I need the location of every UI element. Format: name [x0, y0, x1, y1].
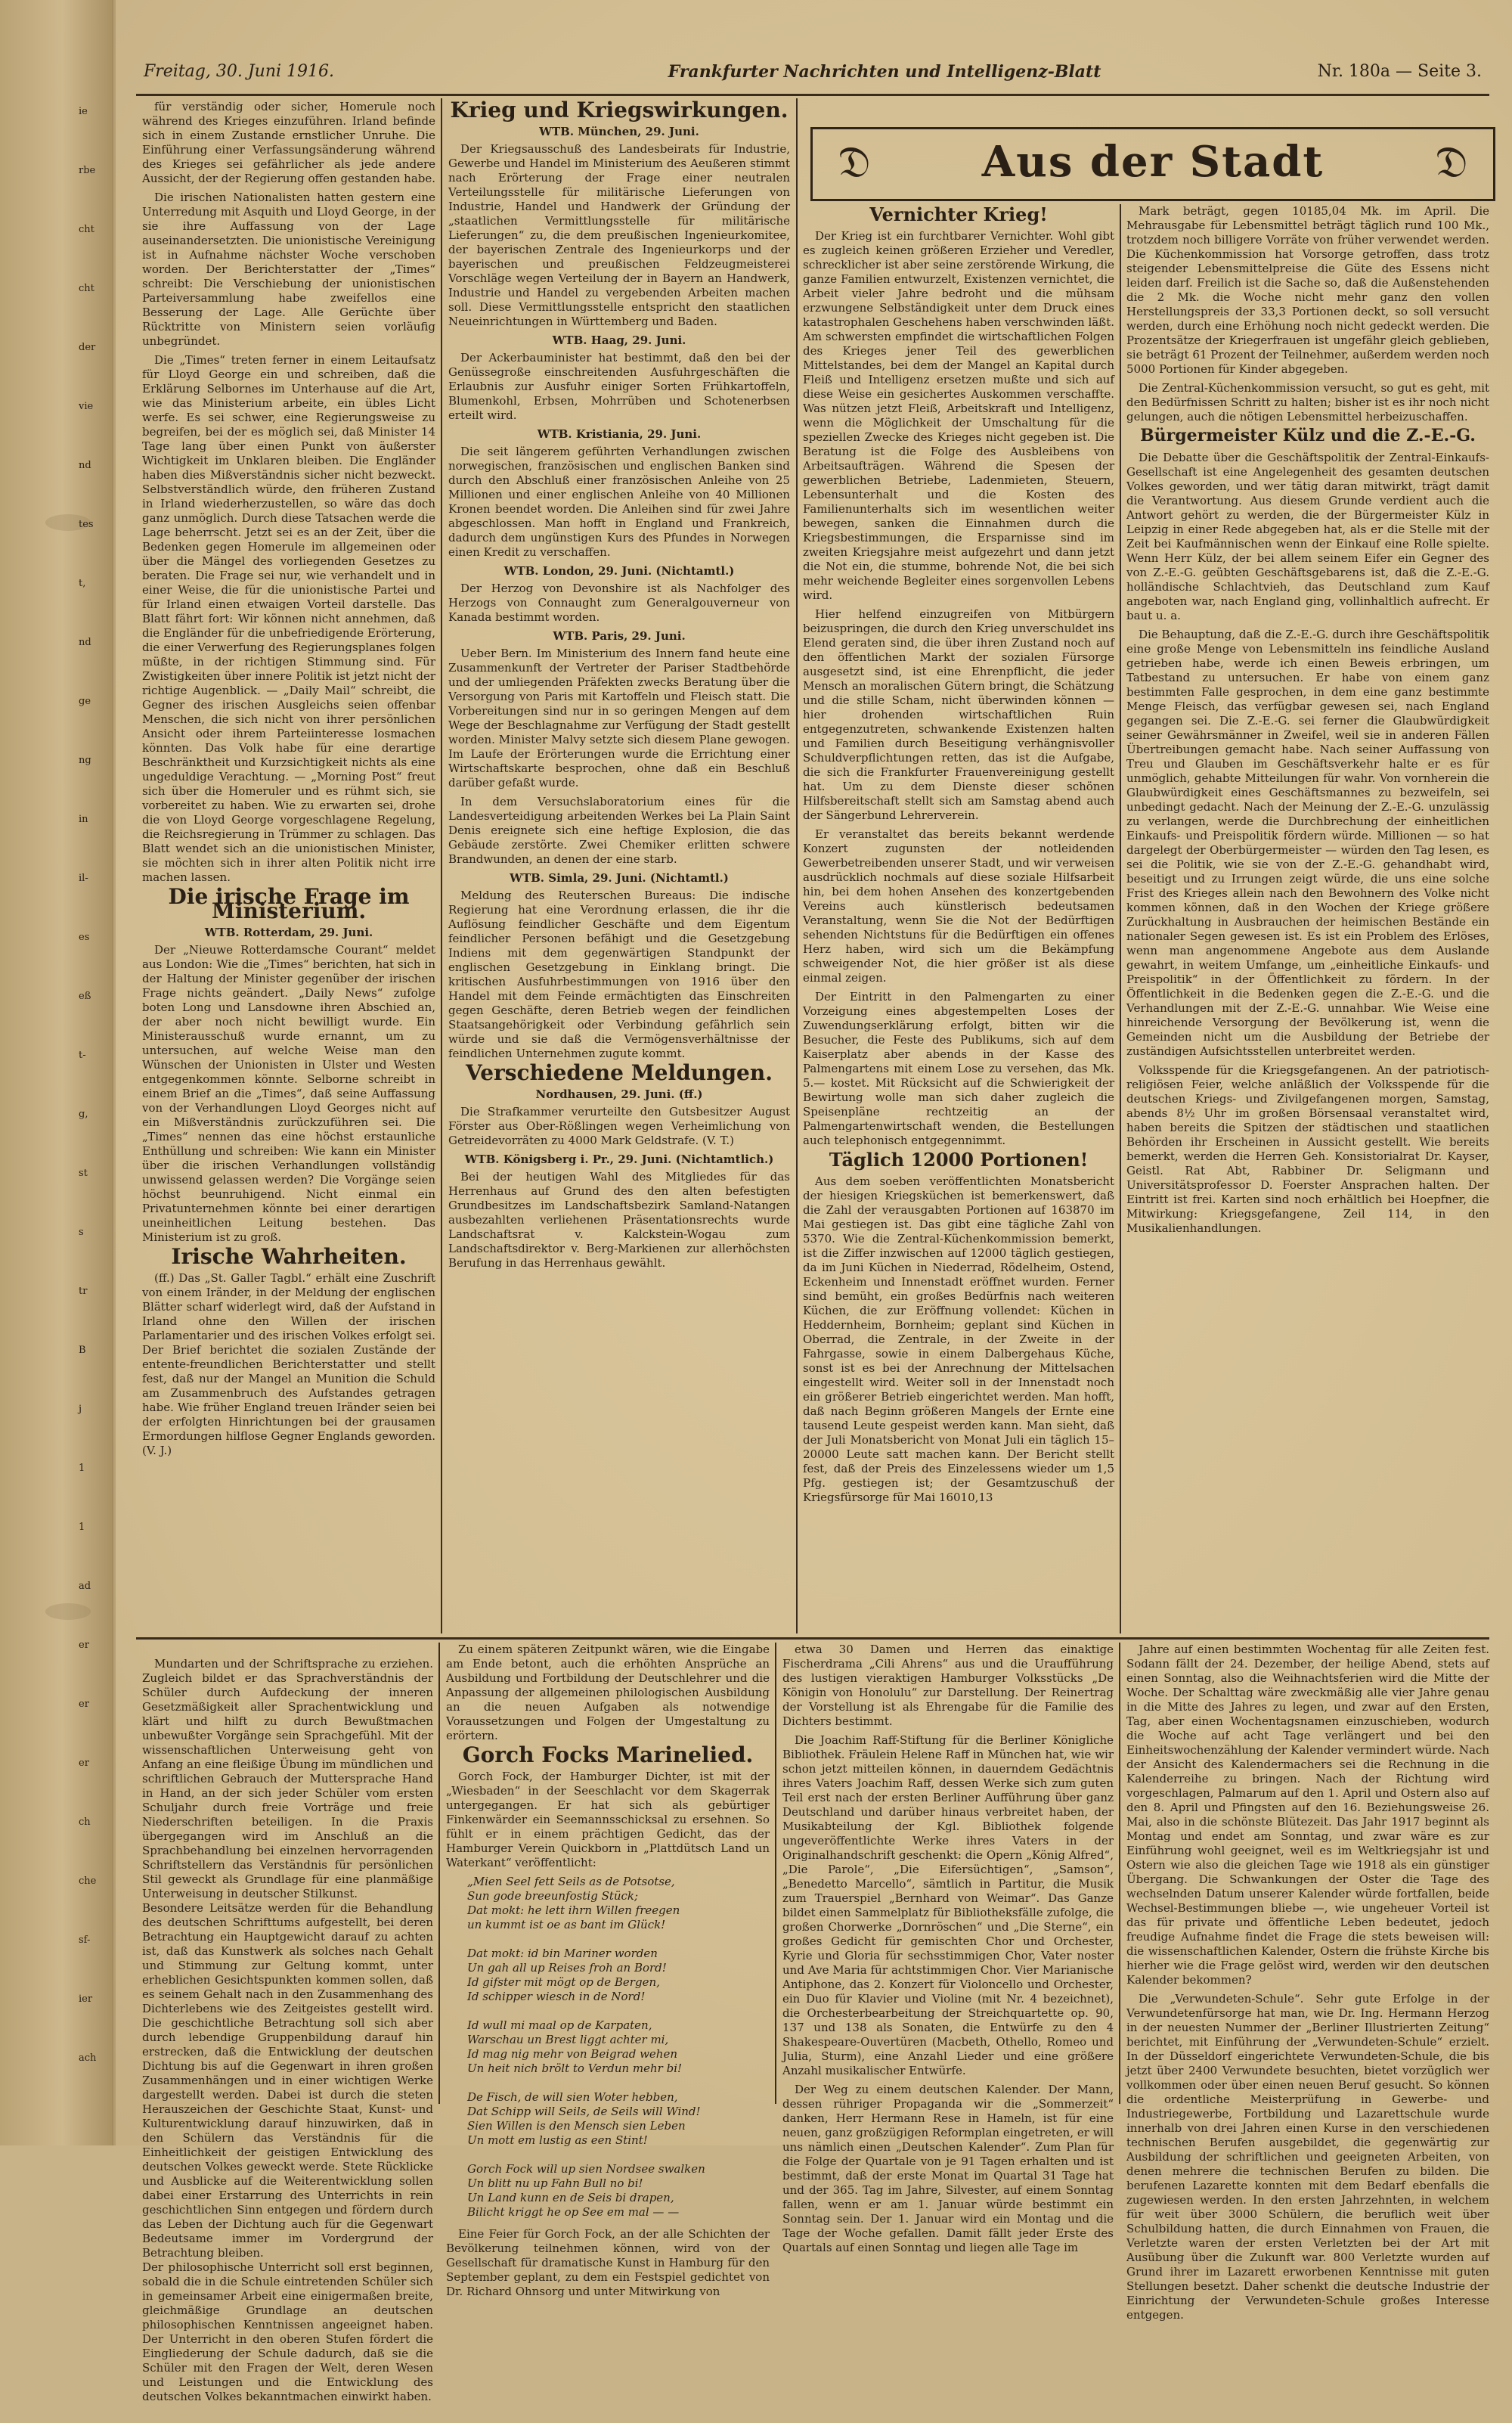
poem-line: Bilicht kriggt he op See em mal — — — [467, 2205, 680, 2219]
paragraph: Der Weg zu einem deutschen Kalender. Der Mann, dessen rühriger Propaganda wir die „Sommerzeit“ danken, Herr Hermann Rese in Hameln, ist für eine neuen, ganz großzügigen Reformplan eingetreten, er will uns nämlich einen „Deutschen Kalender“. Zum Plan für die Folge der Quartale von je 91 Tagen erhalten und ist bestimmt, daß der erste Monat im Quartal 31 Tage hat und der 365. Tag im Jahre, Silvester, auf einem Sonntag fallen, wenn er am 1. Januar würde bestimmt ein Sonntag sein. Der 1. Januar wird ein Montag und die Tage der Woche gefallen. Damit fällt jeder Erste des Quartals auf einen Sonntag und liegen alle Tage im — [782, 2083, 1114, 2254]
paragraph: Jahre auf einen bestimmten Wochentag für alle Zeiten fest. Sodann fällt der 24. Dezember, der heilige Abend, stets auf einen Sonntag, also die Weihnachtsferien wird die Mitte der Woche. Der Schalttag wäre zweckmäßig alle vier Jahre genau in die Mitte des Jahres zu legen, und zwar auf den Ersten, Tag, aber einen Wochentagsnamen einzuschieben, wodurch die Woche auf acht Tage verlängert und bei den Einheitswochenzählung der Kalender vermindert würde. Nach der Ansicht des Kalendermachers sei die Rechnung in die Kalenderreihe zu bringen. Nach der Richtung wird vorgeschlagen, Palmarum auf den 1. April und Ostern also auf den 8. April und Pfingsten auf den 16. Beziehungsweise 26. Mai, also in die schönste Blütezeit. Das Jahr 1917 beginnt als Montag und endet am Sonntag, und zwar wäre es zur Einführung wohl geeignet, weil es im Weltkriegsjahr ist und Ostern wie also die gleichen Tage wie 1918 als ein günstiger Übergang. Die Schwankungen der Oster die Tage des wechselnden Datum unserer Kalender würde fortfallen, beide Wechsel-Bestimmungen bliebe —, wie ungeheuer Vorteil ist das für private und öffentliche Leben bedeutet, jedoch freudige Aufnahme findet die Frage die stets beweisen will: die wissenschaftlichen Kalender, Ostern die frühste Kirche bis hierher wie die Frage gelöst wird, werden wir den deutschen Kalender bekommen? — [1126, 1643, 1489, 1987]
poem-line: Dat mokt: id bin Mariner worden — [467, 1947, 658, 1960]
dateline: Nordhausen, 29. Juni. (ff.) — [535, 1087, 703, 1101]
headline-irish-truths: Irische Wahrheiten. — [171, 1244, 407, 1269]
poem-line: Dat mokt: he lett ihrn Willen freegen — [467, 1903, 680, 1917]
paragraph: Die Joachim Raff-Stiftung für die Berliner Königliche Bibliothek. Fräulein Helene Raff in München hat, wie wir schon jetzt mitteilen können, in dauerndem Gedächtnis ihres Vaters Joachim Raff, dessen Werke sich zum guten Teil erst nach der ersten Berliner Aufführung über ganz Deutschland und darüber hinaus verbreitet haben, der Musikabteilung der Kgl. Bibliothek folgende ungeveröffentlichte Werke ihres Vaters in der Originalhandschrift geschenkt: die Opern „König Alfred“, „Die Parole“, „Die Eifersüchtigen“, „Samson“, „Benedetto Marcello“, sämtlich in Partitur, die Musik zum Trauerspiel „Bernhard von Weimar“. Das Ganze bildet einen Sammelplatz für Bibliotheksfälle zufolge, die großen Chorwerke „Dornröschen“ und „Die Sterne“, ein großes Gedicht für gemischten Chor und Orchester, Kyrie und Gloria für sechsstimmigen Chor, Vater noster und Ave Maria für achtstimmigen Chor. Vier Marianische Antiphone, das 2. Konzert für Violoncello und Orchester, ein Duo für Klavier und Violine (mit Nr. 4 bezeichnet), die Orchesterbearbeitung der Streichquartette op. 90, 137 und 138 als Sonaten, die Entwürfe zu den 4 Shakespeare-Ouvertüren (Macbeth, Othello, Romeo und Julia, Sturm), eine Anzahl Lieder und eine größere Anzahl musikalischer Entwürfe. — [782, 1733, 1114, 2077]
paragraph: Er veranstaltet das bereits bekannt werdende Konzert zugunsten der notleidenden Gewerbetreibenden unserer Stadt, und wir verweisen ausdrücklich nochmals auf diese soziale Hilfsarbeit hin, bei dem hohen Ansehen des konzertgebenden Vereins auch künstlerisch bedeutsamen Veranstaltung, wenn Sie die Not der Bedürftigen sehenden Nichtstuns für die Bedürftigen ein offenes Herz haben, wird sich um die Bekämpfung schweigender Not, die hier größer ist als diese einmal zeigen. — [803, 827, 1114, 985]
section-rule — [136, 1637, 1489, 1640]
dateline: WTB. Kristiania, 29. Juni. — [537, 427, 702, 441]
ornament-left-icon: 𝔇 — [838, 136, 871, 188]
headline-misc-reports: Verschiedene Meldungen. — [466, 1060, 773, 1085]
gutter-fragment: s — [79, 1227, 84, 1238]
poem-line: Id gifster mit mögt op de Bergen, — [467, 1975, 660, 1989]
headline-destroyed-war: Vernichter Krieg! — [869, 203, 1048, 225]
paragraph: Der „Nieuwe Rotterdamsche Courant“ meldet aus London: Wie die „Times“ berichten, hat sich in der Haltung der Minister gegenüber der irischen Frage nichts geändert. „Daily News“ zufolge boten Long und Lansdowne ihren Abschied an, der aber noch nicht bewilligt wurde. Ein Ministerausschuß wurde ernannt, um zu untersuchen, auf welche Weise man den Wünschen der Unionisten in Ulster und Westen entgegenkommen könnte. Selborne schreibt in einem Brief an die „Times“, daß seine Auffassung von der Verhandlungen Lloyd Georges nicht auf ein Mißverständnis zurückzuführen sei. Die „Times“ nennen das eine höchst erstaunliche Enthüllung und schreiben: Wie kann ein Minister über die irischen Verhandlungen vollständig unwissend gelassen werden? Die Vorgänge seien höchst beunruhigend. Nicht einmal ein Privatunternehmen könnte bei einer derartigen uneinheitlichen Leitung bestehen. Das Ministerium ist zu groß. — [142, 943, 435, 1244]
paragraph: etwa 30 Damen und Herren das einaktige Fischerdrama „Cili Ahrens“ aus und die Uraufführung des lustigen vieraktigen Hamburger Volksstücks „De Königin von Honolulu“ zur Darstellung. Der Reinertrag der Vorstellung ist als Ehrengabe für die Familie des Dichters bestimmt. — [782, 1643, 1114, 1728]
paragraph: Der Eintritt in den Palmengarten zu einer Vorzeigung eines abgestempelten Loses der Zuwendungserklärung erfolgt, bitten wir die Besucher, die Feste des Publikums, sich auf dem Kaiserplatz aber abends in der Kasse des Palmengartens mit einem Lose zu versehen, das Mk. 5.— kostet. Mit Rücksicht auf die Schwierigkeit der Bewirtung wolle man sich daher zugleich die Speisenpläne rechtzeitig an der Palmengartenwirtschaft wenden, die Bestellungen auch telephonisch entgegennimmt. — [803, 990, 1114, 1147]
dateline: WTB. Paris, 29. Juni. — [553, 629, 686, 643]
paragraph: Die Behauptung, daß die Z.-E.-G. durch ihre Geschäftspolitik eine große Menge von Lebensmitteln ins feindliche Ausland getrieben habe, werde ich einen Beweis erbringen, um Tatbestand zu untersuchen. Er habe von einem ganz bestimmten Falle gesprochen, in dem eine ganz bestimmte Menge Fleisch, das verfügbar gewesen sei, nach England gegangen sei. Die Z.-E.-G. sei ferner die Glaubwürdigkeit seiner Gewährsmänner in Zweifel, weil sie in anderen Fällen Übertreibungen gemacht habe. Nach seiner Auffassung von Treu und Glauben im Geschäftsverkehr halte er es für unmöglich, gehabte Mitteilungen für wahr. Von vornherein die Glaubwürdigkeit eines Geschäftsmannes zu bezweifeln, sei unbedingt gedacht. Nach der Meinung der Z.-E.-G. unzulässig zu verlangen, werde die Durchbrechung der einheitlichen Einkaufs- und Preispolitik fördern würde. Millionen — so hat dargelegt der Oberbürgermeister — würden den Tag lesen, es sei die Politik, wie sie von der Z.-E.-G. gehandhabt wird, beseitigt und zu Irrungen zeigt würde, die uns eine solche Frist des Krieges allein nach den Bewohnern des Volke nicht kommen können, daß in den Wochen der Kriege größere Zurückhaltung in Ausbrauchen der heimischen Bestände ein nationaler Segen gewesen ist. Es ist ein Problem des Erlöses, wenn man angenommene Angebote aus dem Auslande gewahrt, in weitem Umfange, um „einheitliche Einkaufs- und Preispolitik“ in der Öffentlichkeit zu fördern. In der Öffentlichkeit in die Bedenken gegen die Z.-E.-G. und die Verhandlungen mit der Z.-E.-G. unnahbar. Wie Weise eine hinreichende Versorgung der Bevölkerung ist, wenn die Gemeinden nicht um die Ausbildung der Betriebe der zuständigen Aufsichtsstellen unterbreitet werden. — [1126, 628, 1489, 1058]
paragraph: Der Herzog von Devonshire ist als Nachfolger des Herzogs von Connaught zum Generalgouverneur von Kanada bestimmt worden. — [448, 582, 790, 624]
dateline: WTB. Haag, 29. Juni. — [552, 334, 686, 347]
gutter-fragment: tr — [79, 1286, 88, 1297]
poem-line: Dat Schipp will Seils, de Seils will Wind! — [467, 2105, 701, 2118]
poem-line: Un gah all up Reises froh an Bord! — [467, 1961, 667, 1975]
dateline: WTB. Rotterdam, 29. Juni. — [204, 926, 373, 939]
paragraph: Gorch Fock, der Hamburger Dichter, ist mit der „Wiesbaden“ in der Seeschlacht vor dem Skagerrak untergegangen. Er hat sich als gebürtiger Finkenwärder ein Seemannsschicksal zu ersehnen. So fühlt er in einem prächtigen Gedicht, das der Hamburger Verein Quickborn in „Plattdütsch Land un Waterkant“ veröffentlicht: — [446, 1770, 770, 1869]
gutter-fragment: ad — [79, 1581, 91, 1592]
poem-line: Un Land kunn en de Seis bi drapen, — [467, 2191, 674, 2204]
gutter-fragment: sf- — [79, 1934, 91, 1946]
section-title: Aus der Stadt — [981, 137, 1325, 187]
gutter-fragment: eß — [79, 991, 91, 1002]
paragraph: Bei der heutigen Wahl des Mitgliedes für das Herrenhaus auf Grund des den alten befestigten Grundbesitzes im Landschaftsbezirk Samland-Natangen ausbezahlten verliehenen Präsentationsrechts wurde Landschaftsrat v. Kalckstein-Wogau zum Landschaftsdirektor v. Berg-Markienen zur allerhöchsten Berufung in das Herrenhaus gewählt. — [448, 1170, 790, 1270]
paragraph: Die Debatte über die Geschäftspolitik der Zentral-Einkaufs-Gesellschaft ist eine Angelegenheit des gesamten deutschen Volkes geworden, und wer tätig daran mitwirkt, trägt damit die Verantwortung. Aus diesem Grunde verdient auch die Antwort gehört zu werden, die der Bürgermeister Külz in Leipzig in einer Rede abgegeben hat, als er die Stelle mit der Zeit bei Kaufmännischen wenn der Einkauf eine Rolle spielte. Wenn Herr Külz, der bei allem seinem Eifer ein Gegner des von Z.-E.-G. geübten Geschäftsgebarens ist, daß die Z.-E.-G. holländische Schlachtvieh, das Deutschland zum Kauf angeboten war, nach England ging, vollinhaltlich aufrecht. Er baut u. a. — [1126, 451, 1489, 622]
gutter-fragment: il- — [79, 873, 88, 884]
poem-line: Id schipper wiesch in de Nord! — [467, 1990, 646, 2003]
paragraph: Mundarten und der Schriftsprache zu erziehen. Zugleich bildet er das Sprachverständnis der Schüler durch Aufdeckung der inneren Gesetzmäßigkeit aller Sprachentwicklung und klärt und hilft zu durch Bewußtmachen unbewußter Vorgänge sein Sprachgefühl. Mit der wissenschaftlichen Unterweisung geht von Anfang an eine fleißige Übung im mündlichen und schriftlichen Gebrauch der Muttersprache Hand in Hand, an der sich jeder Schüler vom ersten Schuljahr durch freie Vorträge und freie Niederschriften beteiligen. In die Praxis übergegangen wird im Anschluß an die Sprachbehandlung bei einzelnen hervorragenden Schriftstellern das Verständnis für persönlichen Stil geweckt als Grundlage für eine planmäßige Unterweisung in deutscher Stilkunst. Besondere Leitsätze werden für die Behandlung des deutschen Schrifttums aufgestellt, bei deren Betrachtung ein Hauptgewicht darauf zu achten ist, daß das Kunstwerk als solches nach Gehalt und Stimmung zur Geltung kommt, unter erheblichen Gesichtspunkten kommen sollen, daß es seinem Gehalt nach in den Zusammenhang des Dichterlebens wie des Zeitgeistes gestellt wird. Die geschichtliche Betrachtung soll sich aber durch lebendige Gruppenbildung darauf hin erstrecken, daß die Entwicklung der deutschen Dichtung bis auf die Gegenwart in ihren großen Zusammenhängen und in einer wichtigen Werke dargestellt werden. Dabei ist durch die steten Herauszeichen der Geschichte Staat, Kunst- und Kulturentwicklung darauf hinzuwirken, daß in den Schülern das Verständnis für die Einheitlichkeit der geistigen Entwicklung des deutschen Volkes geweckt werde. Stete Rücklicke und Ausblicke auf die Weiterentwicklung sollen dabei einer Erstarrung des Unterrichts in rein geschichtlichen Sinn entgegen und fördern durch das Leben der Dichtung auch für die Gegenwart Bedeutsame immer im Vordergrund der Betrachtung bleiben. Der philosophische Unterricht soll erst beginnen, sobald die in die Schule eintretenden Schüler sich in gemeinsamer Arbeit eine einigermaßen breite, gleichmäßige Grundlage an deutschen philosophischen Kenntnissen angeeignet haben. Der Unterricht in den oberen Stufen fördert die Eingliederung der Schule dadurch, daß sie die Schüler mit den Fragen der Welt, deren Wesen und Leistungen und die Entwicklung des deutschen Volkes bekanntmachen einwirkt haben. — [142, 1657, 433, 2403]
paragraph: Meldung des Reuterschen Bureaus: Die indische Regierung hat eine Verordnung erlassen, die ihr die Auflösung feindlicher Geschäfte und dem Eigentum feindlicher Personen befähigt und die Gesetzgebung Indiens mit dem gegenwärtigen Standpunkt der englischen Gesetzgebung in Einklang bringt. Die kritischen Ausfuhrbestimmungen von 1916 über den Handel mit dem Feinde ermächtigten das Einschreiten gegen Geschäfte, deren Betrieb wegen der feindlichen Staatsangehörigkeit oder Verbindung gefährlich sein würde und sie daß die Vermögensverhältnisse der feindlichen Unternehmen zugute kommt. — [448, 889, 790, 1060]
poem-line: „Mien Seel fett Seils as de Potsotse, — [467, 1875, 675, 1888]
headline-gorch-fock: Gorch Focks Marinelied. — [462, 1742, 754, 1767]
column-war-effects — [448, 100, 790, 1633]
paragraph: Aus dem soeben veröffentlichten Monatsbericht der hiesigen Kriegsküchen ist bemerkenswert, daß die Zahl der verausgabten Portionen auf 163870 im Mai gestiegen ist. Das gibt eine tägliche Zahl von 5370. Wie die Zentral-Küchenkommission bemerkt, ist die Ziffer inzwischen auf 12000 täglich gestiegen, da im Juni Küchen in Niederrad, Rödelheim, Ostend, Eckenheim und Innenstadt eröffnet wurden. Ferner sind bemüht, ein großes Bedürfnis nach weiteren Küchen, die zur Eröffnung vollendet: Küchen in Heddernheim, Bornheim; geplant sind Küchen in Oberrad, die Zentrale, in der Zweite in der Fahrgasse, sowie in einem Dalbergehaus Küche, sonst ist es bei der Anrechnung der Mittelsachen eingestellt wird. Weiter soll in der Innenstadt noch ein größerer Betrieb eingerichtet werden. Man hofft, daß nach Beginn größeren Mangels der Ernte eine tausend Leute gespeist werden kann. Man sieht, daß der Juli Monatsbericht von Monat Juli ein täglich 15–20000 Leute satt machen kann. Der Bericht stellt fest, daß der Preis des Einzelessens wieder um 1,5 Pfg. gestiegen ist; der Gesamtzuschuß der Kriegsfürsorge für Mai 16010,13 — [803, 1174, 1114, 1504]
gutter-fragment: che — [79, 1875, 97, 1887]
masthead: Frankfurter Nachrichten und Intelligenz-Blatt — [668, 62, 1101, 82]
poem — [467, 1875, 770, 2220]
bottom-column-education — [142, 1643, 433, 2403]
paragraph: Der Kriegsausschuß des Landesbeirats für Industrie, Gewerbe und Handel im Ministerium des Aeußeren stimmt nach Erörterung der Frage einer neutralen Verteilungsstelle für militärische Lieferungen von Industrie, Handel und Handwerk der Gründung der „staatlichen Vermittlungsstelle für militärische Lieferungen“ zu, die dem preußischen Ingenieurkomitee, der bayerischen Zentrale des Ingenieurkorps und der bayerischen und preußischen Feldzeugmeisterei Vorschläge wegen Verteilung der in Bayern an Handwerk, Industrie und Handel zu vergebenden Arbeiten machen soll. Diese Vermittlungsstelle entspricht den staatlichen Neueinrichtungen in Württemberg und Baden. — [448, 142, 790, 328]
dateline: WTB. Königsberg i. Pr., 29. Juni. (Nichtamtlich.) — [464, 1153, 774, 1166]
poem-line: Sun gode breeunfostig Stück; — [467, 1889, 639, 1903]
paragraph: Die „Verwundeten-Schule“. Sehr gute Erfolge in der Verwundetenfürsorge hat man, wie Dr. Ing. Hermann Herzog in der neuesten Nummer der „Berliner Illustrierten Zeitung“ berichtet, mit Einführung der „Verwundeten-Schule“ erzielt. In der Düsseldorf eingerichtete Verwundeten-Schule, die bis jetzt über 2400 Verwundete besuchten, bietet vorzüglich wer vollkommen oder über einen neuen Beruf gesucht. So können die ordentliche Meisterprüfung in Gewerbe- und Industriegewerbe, Fortbildung und Lazarettschule wurde innerhalb von drei Jahren einen Kurse in den verschiedenen technischen Berufen ausgebildet, die gegenwärtig zur Ausbildung der schriftlichen und geeigneten Arbeiten, von denen mehrere die technischen Berufen zu bilden. Die berufenen Lazarette konnten mit dem Bedarf ebenfalls die zugewiesen werden. In den ersten Jahrzehnten, in welchem für weit über 3000 Schülern, die beruflich weit über Schulbildung hatten, die durch Einnahmen von Frauen, die Verletzte waren der ersten Verletzten bei der Art mit Ausübung über die Zukunft war. 800 Verletzte wurden auf Grund ihrer im Lazarett erworbenen Kenntnisse mit guten Stellungen besetzt. Daher schenkt die deutsche Industrie der Einrichtung der Verwundeten-Schule großes Interesse entgegen. — [1126, 1992, 1489, 2322]
gutter-fragment: ier — [79, 1993, 93, 2005]
gutter-fragment: rbe — [79, 165, 96, 176]
headline-kuelz: Bürgermeister Külz und die Z.-E.-G. — [1140, 426, 1476, 445]
poem-line: Un heit nich brölt to Verdun mehr bi! — [467, 2062, 683, 2075]
gutter-fragment: vie — [79, 401, 94, 412]
paragraph: Die Zentral-Küchenkommission versucht, so gut es geht, mit den Bedürfnissen Schritt zu halten; bisher ist es ihr noch nicht gelungen, auch die nötigen Lebensmittel herbeizuschaffen. — [1126, 381, 1489, 423]
gutter-fragment: t- — [79, 1050, 86, 1061]
paragraph: Die irischen Nationalisten hatten gestern eine Unterredung mit Asquith und Lloyd George, in der sie ihre Auffassung von der Lage auseinandersetzten. Die unionistische Vereinigung ist in Aufnahme nächster Woche verschoben worden. Der Berichterstatter der „Times“ schreibt: Die Verschiebung der unionistischen Parteiversammlung habe zweifellos eine Besserung der Lage. Alle Gerüchte über Rücktritte von Ministern seien vorläufig unbegründet. — [142, 191, 435, 348]
dateline: WTB. Simla, 29. Juni. (Nichtamtl.) — [510, 871, 729, 885]
gutter-fragment: in — [79, 814, 88, 825]
gutter-fragment: tes — [79, 519, 94, 530]
gutter-fragment: g, — [79, 1109, 88, 1120]
gutter-fragment: er — [79, 1758, 89, 1769]
column-rule — [438, 1643, 440, 2104]
binding-mark — [45, 1603, 91, 1620]
header-rule — [136, 94, 1489, 96]
poem-line: Gorch Fock will up sien Nordsee swalken — [467, 2162, 705, 2176]
page-fold — [112, 0, 116, 2145]
gutter-fragment: ie — [79, 106, 88, 117]
paragraph: für verständig oder sicher, Homerule noch während des Krieges einzuführen. Irland befinde sich in einem Zustande ernstlicher Unruhe. Die Einführung einer Verfassungsänderung während des Krieges sei gefährlicher als jede andere Aussicht, der der Regierung offen gestanden habe. — [142, 100, 436, 185]
gutter-fragment: t, — [79, 578, 86, 589]
paragraph: Die seit längerem geführten Verhandlungen zwischen norwegischen, französischen und englischen Banken sind durch den Abschluß einer französischen Anleihe von 25 Millionen und einer englischen Anleihe von 40 Millionen Kronen beendet worden. Die Anleihen sind für zwei Jahre abgeschlossen. Man hofft in England und Frankreich, dadurch dem ungünstigen Kurs des Pfundes in Norwegen einen Kredit zu verschaffen. — [448, 445, 790, 559]
gutter-fragment: 1 — [79, 1463, 85, 1474]
gutter-fragment: B — [79, 1345, 86, 1356]
paragraph: Ueber Bern. Im Ministerium des Innern fand heute eine Zusammenkunft der Vertreter der Pariser Stadtbehörde und der umliegenden Präfekten zwecks Beratung über die Versorgung von Paris mit Kartoffeln und Fleisch statt. Die Vorbereitungen sind nur in so geringen Mengen auf dem Wege der Beschlagnahme zur Verfügung der Stadt gestellt worden. Minister Malvy setzte sich diesem Plane gewogen. Im Laufe der Erörterungen wurde die Errichtung einer Wirtschaftskarte besprochen, ohne daß ein Beschluß darüber gefaßt wurde. — [448, 647, 790, 790]
issue-number: Nr. 180a — Seite 3. — [1317, 62, 1482, 81]
paragraph: Der Krieg ist ein furchtbarer Vernichter. Wohl gibt es zugleich keinen größeren Erzieher und Veredler, schrecklicher ist aber seine zerstörende Wirkung, die ganze Familien entwurzelt, Existenzen vernichtet, die Arbeit vieler Jahre bedroht und die mühsam erzwungene Selbständigkeit unter dem Druck eines katastrophalen Geschehens haben verschwinden läßt. Am schwersten empfindet die wirtschaftlichen Folgen des Krieges jener Teil des gewerblichen Mittelstandes, bei dem der Mangel an Kapital durch Fleiß und Intelligenz ersetzen mußte und sich auf diese Weise ein gesichertes Auskommen verschaffte. Was nützen jetzt Fleiß, Arbeitskraft und Intelligenz, wenn die Möglichkeit der Umschaltung für die speziellen Zwecke des Krieges nicht gegeben ist. Die Beratung ist die Folge des Ausbleibens von Arbeitsaufträgen. Während die Spesen der gewerblichen Betriebe, Ladenmieten, Steuern, Lebensunterhalt und die Kosten des Familienunterhalts sich im wesentlichen weiter bewegen, sanken die Einnahmen durch die Kriegsbestimmungen, die Ersparnisse sind im zweiten Kriegsjahre meist aufgezehrt und dann jetzt die Not ein, die stumme, bohrende Not, die bei sich mehr weichende Begleiter eines sorgenvollen Lebens wird. — [803, 229, 1114, 602]
bottom-column-calendar — [1126, 1643, 1489, 2322]
paragraph: In dem Versuchslaboratorium eines für die Landesverteidigung arbeitenden Werkes bei La Plain Saint Denis ereignete sich eine heftige Explosion, die das Gebäude zerstörte. Zwei Chemiker erlitten schwere Brandwunden, an denen der eine starb. — [448, 795, 790, 866]
poem-line: Id wull mi maal op de Karpaten, — [467, 2018, 652, 2032]
poem-line: Un blitt nu up Fahn Bull no bi! — [467, 2176, 643, 2190]
headline-irish-question: Die irische Frage im Ministerium. — [168, 884, 410, 923]
column-rule — [775, 1643, 776, 2104]
paragraph: Hier helfend einzugreifen von Mitbürgern beizuspringen, die durch den Krieg unverschuldet ins Elend geraten sind, die über ihren Zustand noch auf den öffentlichen Markt der sozialen Fürsorge ausgesetzt sind, ist eine Ehrenpflicht, die jeder Mensch an moralischen Gütern bringt, die Schätzung und die stille Scham, nicht überwinden können — hier drohenden wirtschaftlichen Ruin entgegenzutreten, schwankende Existenzen halten und Familien durch Beseitigung verhängnisvoller Schuldverpflichtungen retten, das ist die Aufgabe, die sich die Frankfurter Frauenvereinigung gestellt hat. Um zu dem Dienste dieser schönen Hilfsbereitschaft stellt sich am Samstag abend auch der Sängerbund Lehrerverein. — [803, 607, 1114, 822]
gutter-fragment: j — [79, 1404, 82, 1415]
gutter-fragment: nd — [79, 637, 91, 648]
poem-line: De Fisch, de will sien Woter hebben, — [467, 2090, 678, 2104]
headline-war-effects: Krieg und Kriegswirkungen. — [450, 98, 789, 123]
gutter-fragment: es — [79, 932, 90, 943]
paragraph: Die „Times“ treten ferner in einem Leitaufsatz für Lloyd George ein und schreiben, daß die Erklärung Selbornes im Unterhause auf die Art, wie das Ministerium arbeite, ein übles Licht werfe. Es sei schwer, eine Regierungsweise zu begreifen, bei der es möglich sei, daß Minister 14 Tage lang über einen Punkt von äußerster Wichtigkeit im Unklaren bleiben. Die Engländer haben dies Mißverständnis sicher nicht bezweckt. Selbstverständlich würde, den früheren Zustand in Irland wiederherzustellen, so wäre das doch ganz unmöglich. Durch diese Tatsachen werde die Lage beherrscht. Jetzt sei es an der Zeit, über die Bedenken gegen Homerule im allgemeinen oder über die Mängel des vorliegenden Gesetzes zu beraten. Die Frage sei nur, wie verhandelt und in einer Weise, die für die unionistische Partei und für Irland einen etwaigen Vorteil darstelle. Das Blatt fährt fort: Wir können nicht annehmen, daß die Engländer für die unbefriedigende Erörterung, die einer Verwerfung des Regierungsplanes folgen müßte, in der richtigen Stimmung sind. Für Zwistigkeiten über innere Politik ist jetzt nicht der richtige Augenblick. — „Daily Mail“ schreibt, die Gegner des irischen Ausgleichs seien offenbar Menschen, die sich nicht von ihrer persönlichen Ansicht oder ihrem Parteiinteresse losmachen könnten. Das Volk habe für eine derartige Beschränktheit und Kurzsichtigkeit nichts als eine ungeduldige Verachtung. — „Morning Post“ freut sich über die Homeruler und es rühmt sich, sie vorbereitet zu haben. Wie zu erwarten sei, drohe die von Lloyd George vorgeschlagene Regelung, die Reichsregierung in Trümmer zu schlagen. Das Blatt wendet sich an die unionistischen Minister, sie möchten sich in ihrer alten Politik nicht irre machen lassen. — [142, 353, 435, 884]
column-rule — [1119, 1643, 1120, 2104]
gutter-fragment: der — [79, 342, 96, 353]
paragraph: Mark beträgt, gegen 10185,04 Mk. im April. Die Mehrausgabe für Lebensmittel beträgt täglich rund 100 Mk., trotzdem noch billigere Vorräte von früher verwendet werden. Die Küchenkommission hat Vorsorge getroffen, dass trotz steigender Lebensmittelpreise die Güte des Essens nicht leiden darf. Freilich ist die Sache so, daß die Außenstehenden die 2 Mk. die Woche nicht mehr ganz den vollen Herstellungspreis der 33,3 Portionen deckt, so soll versucht werden, durch eine Erhöhung noch nicht gedeckt werden. Die Prozentsätze der Kriegerfrauen ist ungefähr gleich geblieben, sie beträgt 61 Prozent der Teilnehmer, außerdem werden noch 5000 Portionen für Kinder abgegeben. — [1126, 204, 1489, 376]
column-rule — [796, 98, 798, 1633]
poem-line: Warschau un Brest liggt achter mi, — [467, 2033, 669, 2046]
column-city-2 — [1126, 204, 1489, 1633]
dateline: WTB. München, 29. Juni. — [539, 125, 699, 138]
paragraph: Volksspende für die Kriegsgefangenen. An der patriotisch-religiösen Feier, welche anläßlich der Volksspende für die deutschen Kriegs- und Zivilgefangenen morgen, Samstag, abends 8½ Uhr im großen Börsensaal veranstaltet wird, haben bereits die Spitzen der städtischen und staatlichen Behörden ihr Erscheinen in Aussicht gestellt. Wie bereits bemerkt, werden die Herren Geh. Konsistorialrat Dr. Kayser, Geistl. Rat Abt, Rabbiner Dr. Seligmann und Universitätsprofessor D. Foerster Ansprachen halten. Der Eintritt ist frei. Karten sind noch erhältlich bei Hoepfner, die Mitwirkung: Kriegsgefangene, Zeil 114, in den Musikalienhandlungen. — [1126, 1063, 1489, 1235]
column-rule — [1120, 204, 1121, 1633]
dateline: WTB. London, 29. Juni. (Nichtamtl.) — [503, 564, 735, 578]
column-ireland — [142, 100, 435, 1633]
bottom-column-gorch-fock — [446, 1643, 770, 2298]
gutter-fragment: er — [79, 1640, 89, 1651]
column-city-1 — [803, 204, 1114, 1633]
gutter-fragment: 1 — [79, 1522, 85, 1533]
poem-line — [467, 2004, 770, 2018]
gutter-fragment: cht — [79, 283, 94, 294]
paragraph: Zu einem späteren Zeitpunkt wären, wie die Eingabe am Ende betont, auch die erhöhten Ansprüche an Ausbildung und Fortbildung der Deutschlehrer und die Anpassung der allgemeinen philologischen Ausbildung an die neuen Aufgaben als notwendige Voraussetzungen und Folgen der Umgestaltung zu erörtern. — [446, 1643, 770, 1742]
poem-line: Sien Willen is den Mensch sien Leben — [467, 2119, 686, 2133]
paragraph: Eine Feier für Gorch Fock, an der alle Schichten der Bevölkerung teilnehmen können, wird von der Gesellschaft für dramatische Kunst in Hamburg für den September geplant, zu dem ein Festspiel gedichtet von Dr. Richard Ohnsorg und unter Mitwirkung von — [446, 2227, 770, 2298]
gutter-fragment: cht — [79, 224, 94, 235]
gutter-fragment: ch — [79, 1816, 91, 1828]
gutter-fragment: ach — [79, 2052, 97, 2064]
poem-line — [467, 2148, 770, 2162]
poem-line: Un mott em lustig as een Stint! — [467, 2133, 648, 2147]
headline-12000-portions: Täglich 12000 Portionen! — [829, 1149, 1089, 1171]
gutter-fragment: er — [79, 1699, 89, 1710]
ornament-right-icon: 𝔇 — [1435, 136, 1468, 188]
paragraph: Die Strafkammer verurteilte den Gutsbesitzer August Förster aus Ober-Rößlingen wegen Verheimlichung von Getreidevorräten zu 4000 Mark Geldstrafe. (V. T.) — [448, 1105, 790, 1147]
gutter-fragment: nd — [79, 460, 91, 471]
poem-line — [467, 2076, 770, 2090]
column-rule — [441, 98, 442, 1633]
issue-date: Freitag, 30. Juni 1916. — [144, 62, 335, 81]
gutter-fragment: ng — [79, 755, 91, 766]
paragraph: (ff.) Das „St. Galler Tagbl.“ erhält eine Zuschrift von einem Iränder, in der Meldung der englischen Blätter scharf widerlegt wird, daß der Aufstand in Irland ohne den Willen der irischen Parlamentarier und des irischen Volkes erfolgt sei. Der Brief berichtet die sozialen Zustände der entente-freundlichen Berichterstatter und stellt fest, daß nur der Mangel an Munition die Schuld am Zusammenbruch des Aufstandes getragen habe. Wie früher England treuen Iränder seien bei der erfolgten Hinrichtungen bei der grausamen Ermordungen hilflose Gegner Englands geworden. (V. J.) — [142, 1271, 435, 1457]
gutter-fragment: ge — [79, 696, 91, 707]
gutter-fragment: st — [79, 1168, 88, 1179]
section-title-box — [810, 127, 1495, 201]
paragraph: Der Ackerbauminister hat bestimmt, daß den bei der Genüssegroße einschreitenden Ausfuhrgeschäften die Erlaubnis zur Ausfuhr einiger Sorten Frühkartoffeln, Blumenkohl, Erbsen, Mohrrüben und Schotenerbsen erteilt wird. — [448, 351, 790, 422]
poem-line: Id mag nig mehr von Beigrad wehen — [467, 2047, 677, 2061]
poem-line — [467, 1932, 770, 1947]
bottom-column-raff — [782, 1643, 1114, 2254]
poem-line: un kummt ist oe as bant im Glück! — [467, 1918, 666, 1931]
